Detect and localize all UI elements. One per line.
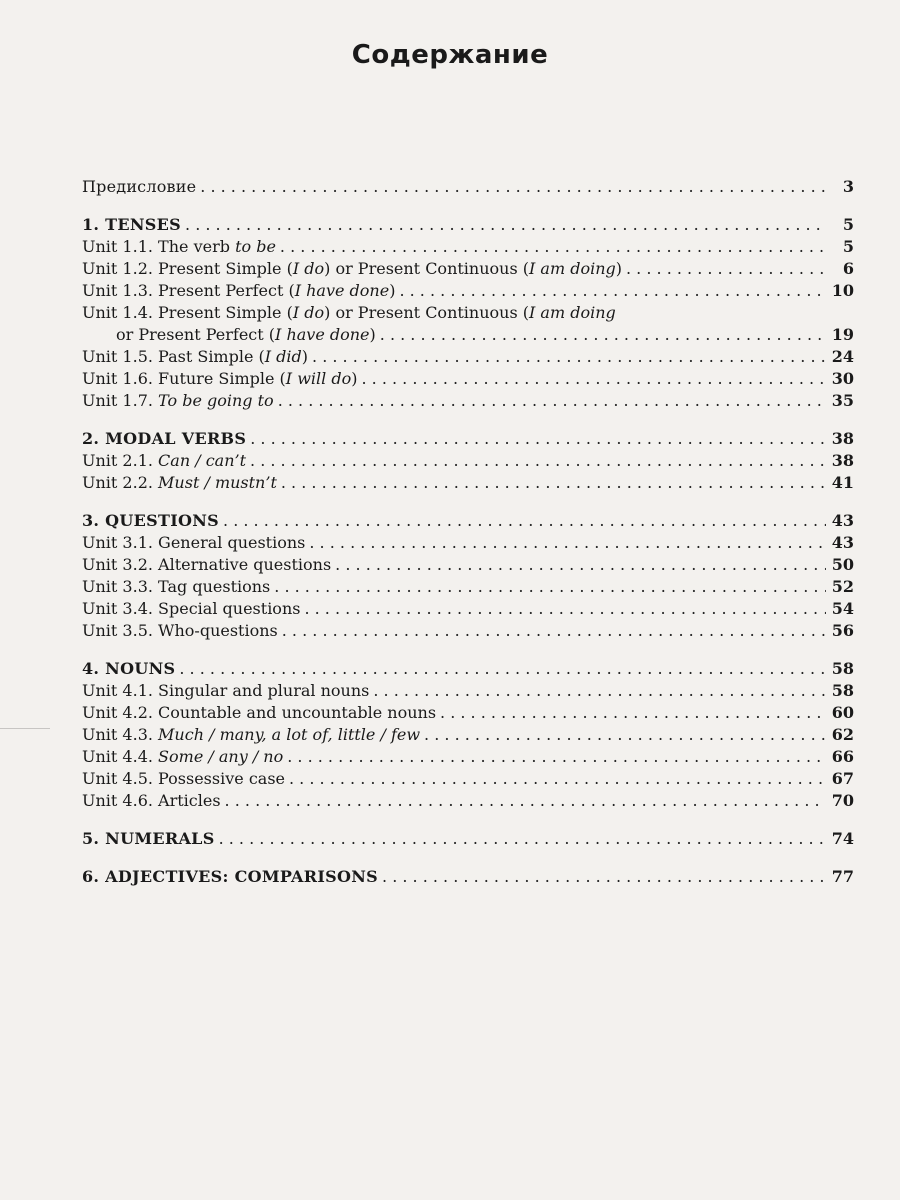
- toc-entry-label: [82, 680, 369, 702]
- toc-label-italic-part: I do: [292, 259, 325, 278]
- toc-dot-leader: [287, 746, 826, 768]
- toc-label-italic-part: I have done: [294, 281, 390, 300]
- toc-entry-label: [82, 176, 196, 198]
- toc-dot-leader: [280, 236, 826, 258]
- toc-label-part: Unit 4.6. Articles: [82, 791, 221, 810]
- toc-label-part: Unit 1.3. Present Perfect (: [82, 281, 295, 300]
- toc-entry-row: [82, 724, 854, 746]
- toc-label-italic-part: Some / any / no: [158, 747, 284, 766]
- toc-page-number: 6: [842, 259, 854, 278]
- toc-page-number: 52: [831, 577, 854, 596]
- toc-page-number: 70: [831, 791, 854, 810]
- toc-entry-label: [82, 746, 283, 768]
- toc-page-number: 74: [831, 829, 854, 848]
- toc-label-part: ): [369, 325, 376, 344]
- toc-dot-leader: [304, 598, 825, 620]
- toc-label-part: ) or Present Continuous (: [324, 303, 529, 322]
- toc-label-italic-part: Much / many, a lot of, little / few: [158, 725, 421, 744]
- toc-entry-label: [82, 346, 308, 368]
- toc-label-part: Unit 3.4. Special questions: [82, 599, 301, 618]
- toc-entry-row: [82, 302, 854, 324]
- toc-label-italic-part: I am doing: [529, 259, 616, 278]
- toc-entry-row: [82, 680, 854, 702]
- toc-page-number: 56: [831, 621, 854, 640]
- toc-label-italic-part: I do: [292, 303, 325, 322]
- toc-entry-label: [82, 280, 395, 302]
- toc-label-italic-part: Can / can’t: [158, 451, 247, 470]
- toc-entry-row: [82, 598, 854, 620]
- toc-entry-label: [82, 324, 376, 346]
- toc-page-number: 77: [831, 867, 854, 886]
- toc-page-number: 35: [831, 391, 854, 410]
- toc-entry-label: [82, 258, 622, 280]
- toc-label-part: ) or Present Continuous (: [324, 259, 529, 278]
- toc-label-italic-part: to be: [235, 237, 276, 256]
- toc-dot-leader: [223, 510, 826, 532]
- toc-dot-leader: [281, 472, 826, 494]
- toc-entry-row: [82, 620, 854, 642]
- toc-label-part: ): [351, 369, 358, 388]
- toc-label-italic-part: I have done: [275, 325, 370, 344]
- toc-dot-leader: [282, 620, 826, 642]
- toc-dot-leader: [361, 368, 825, 390]
- toc-label-part: ): [389, 281, 396, 300]
- toc-label-part: or Present Perfect (: [116, 325, 276, 344]
- toc-label-part: ): [301, 347, 309, 366]
- toc-section-row: [82, 828, 854, 850]
- toc-dot-leader: [200, 176, 826, 198]
- toc-page-number: 43: [831, 511, 854, 530]
- toc-dot-leader: [250, 450, 826, 472]
- toc-label-italic-part: I will do: [285, 369, 352, 388]
- toc-dot-leader: [274, 576, 825, 598]
- toc-dot-leader: [399, 280, 825, 302]
- toc-entry-label: [82, 214, 181, 236]
- toc-entry-label: [82, 428, 246, 450]
- toc-entry-row: [82, 346, 854, 368]
- toc-section-row: [82, 214, 854, 236]
- toc-entry-label: [82, 576, 270, 598]
- toc-page-number: 30: [831, 369, 854, 388]
- toc-page-number: 60: [831, 703, 854, 722]
- toc-label-part: Unit 1.6. Future Simple (: [82, 369, 286, 388]
- toc-label-part: Unit 4.4.: [82, 747, 159, 766]
- toc-label-part: Unit 3.2. Alternative questions: [82, 555, 332, 574]
- toc-dot-leader: [278, 390, 826, 412]
- toc-entry-row: [82, 532, 854, 554]
- toc-entry-label: [82, 790, 221, 812]
- toc-entry-label: [82, 236, 276, 258]
- toc-label-part: 2. MODAL VERBS: [82, 429, 247, 448]
- toc-dot-leader: [424, 724, 826, 746]
- toc-dot-leader: [225, 790, 826, 812]
- toc-dot-leader: [373, 680, 825, 702]
- toc-page-number: 58: [831, 681, 854, 700]
- toc-page-number: 38: [831, 451, 854, 470]
- toc-label-italic-part: Must / mustn’t: [158, 473, 277, 492]
- toc-page-number: 3: [842, 177, 854, 196]
- toc-entry-row: [82, 790, 854, 812]
- toc-label-part: Unit 1.7.: [82, 391, 159, 410]
- toc-label-part: Unit 4.5. Possessive case: [82, 769, 285, 788]
- toc-label-part: 3. QUESTIONS: [82, 511, 220, 530]
- toc-page-number: 5: [842, 215, 854, 234]
- toc-dot-leader: [335, 554, 826, 576]
- toc-label-part: Unit 2.2.: [82, 473, 159, 492]
- toc-section-row: [82, 510, 854, 532]
- toc-dot-leader: [626, 258, 826, 280]
- toc-dot-leader: [382, 866, 826, 888]
- toc-page-number: 24: [831, 347, 854, 366]
- toc-label-italic-part: I did: [264, 347, 302, 366]
- toc-section-row: [82, 658, 854, 680]
- toc-dot-leader: [219, 828, 826, 850]
- toc-label-part: Unit 3.5. Who-questions: [82, 621, 278, 640]
- toc-entry-label: [82, 510, 219, 532]
- toc-entry-row: [82, 390, 854, 412]
- toc-dot-leader: [380, 324, 826, 346]
- toc-dot-leader: [179, 658, 825, 680]
- toc-entry-row: [82, 368, 854, 390]
- toc-section-row: [82, 866, 854, 888]
- toc-label-part: Unit 1.2. Present Simple (: [82, 259, 293, 278]
- toc-entry-row: [82, 236, 854, 258]
- toc-label-part: 1. TENSES: [82, 215, 182, 234]
- toc-entry-row: [82, 554, 854, 576]
- toc-page-number: 41: [831, 473, 854, 492]
- toc-entry-label: [82, 472, 277, 494]
- toc-entry-row: [82, 258, 854, 280]
- toc-dot-leader: [289, 768, 826, 790]
- toc-entry-row: [82, 472, 854, 494]
- toc-page-number: 5: [842, 237, 854, 256]
- toc-entry-label: [82, 598, 300, 620]
- toc-entry-label: [82, 390, 274, 412]
- toc-page-number: 54: [831, 599, 854, 618]
- toc-entry-row: [82, 702, 854, 724]
- toc-label-part: 6. ADJECTIVES: COMPARISONS: [82, 867, 379, 886]
- toc-entry-label: [82, 450, 246, 472]
- toc-page-number: 58: [831, 659, 854, 678]
- toc-label-italic-part: To be going to: [158, 391, 274, 410]
- toc-label-part: Unit 4.2. Countable and uncountable nouns: [82, 703, 437, 722]
- toc-entry-row: [82, 576, 854, 598]
- toc-page-number: 10: [831, 281, 854, 300]
- toc-entry-label: [82, 866, 378, 888]
- toc-dot-leader: [309, 532, 825, 554]
- toc-entry-label: [82, 828, 215, 850]
- toc-page-number: 62: [831, 725, 854, 744]
- toc-entry-row: [82, 746, 854, 768]
- toc-dot-leader: [440, 702, 826, 724]
- toc-entry-label: [82, 302, 616, 324]
- toc-page-number: 38: [831, 429, 854, 448]
- toc-dot-leader: [250, 428, 826, 450]
- toc-section-row: [82, 428, 854, 450]
- toc-label-part: 4. NOUNS: [82, 659, 176, 678]
- toc-dot-leader: [185, 214, 826, 236]
- page-fold-line: [0, 728, 50, 729]
- toc-entry-row: [82, 280, 854, 302]
- toc-entry-label: [82, 554, 331, 576]
- toc-entry-label: [82, 620, 278, 642]
- toc-page-number: 67: [831, 769, 854, 788]
- toc-label-part: Unit 3.3. Tag questions: [82, 577, 271, 596]
- toc-label-part: 5. NUMERALS: [82, 829, 215, 848]
- toc-dot-leader: [312, 346, 826, 368]
- toc-page-number: 50: [831, 555, 854, 574]
- toc-page-number: 43: [831, 533, 854, 552]
- toc-label-part: Unit 1.5. Past Simple (: [82, 347, 265, 366]
- page-title: Содержание: [351, 40, 549, 70]
- toc-label-part: Предисловие: [82, 177, 197, 196]
- toc-label-part: Unit 4.1. Singular and plural nouns: [82, 681, 370, 700]
- toc-page-number: 19: [831, 325, 854, 344]
- toc-entry-row: [82, 176, 854, 198]
- toc-entry-row: [82, 450, 854, 472]
- toc-label-part: ): [615, 259, 622, 278]
- toc-entry-row: [82, 324, 854, 346]
- toc-entry-row: [82, 768, 854, 790]
- toc-entry-label: [82, 658, 175, 680]
- toc-entry-label: [82, 724, 420, 746]
- toc-page-number: 66: [831, 747, 854, 766]
- toc-entry-label: [82, 702, 436, 724]
- toc-label-italic-part: I am doing: [529, 303, 616, 322]
- toc-entry-label: [82, 368, 357, 390]
- toc-label-part: Unit 1.1. The verb: [82, 237, 236, 256]
- toc-label-part: Unit 2.1.: [82, 451, 159, 470]
- toc-label-part: Unit 1.4. Present Simple (: [82, 303, 293, 322]
- toc-entry-label: [82, 768, 285, 790]
- toc-entry-label: [82, 532, 305, 554]
- toc-label-part: Unit 3.1. General questions: [82, 533, 306, 552]
- toc-label-part: Unit 4.3.: [82, 725, 159, 744]
